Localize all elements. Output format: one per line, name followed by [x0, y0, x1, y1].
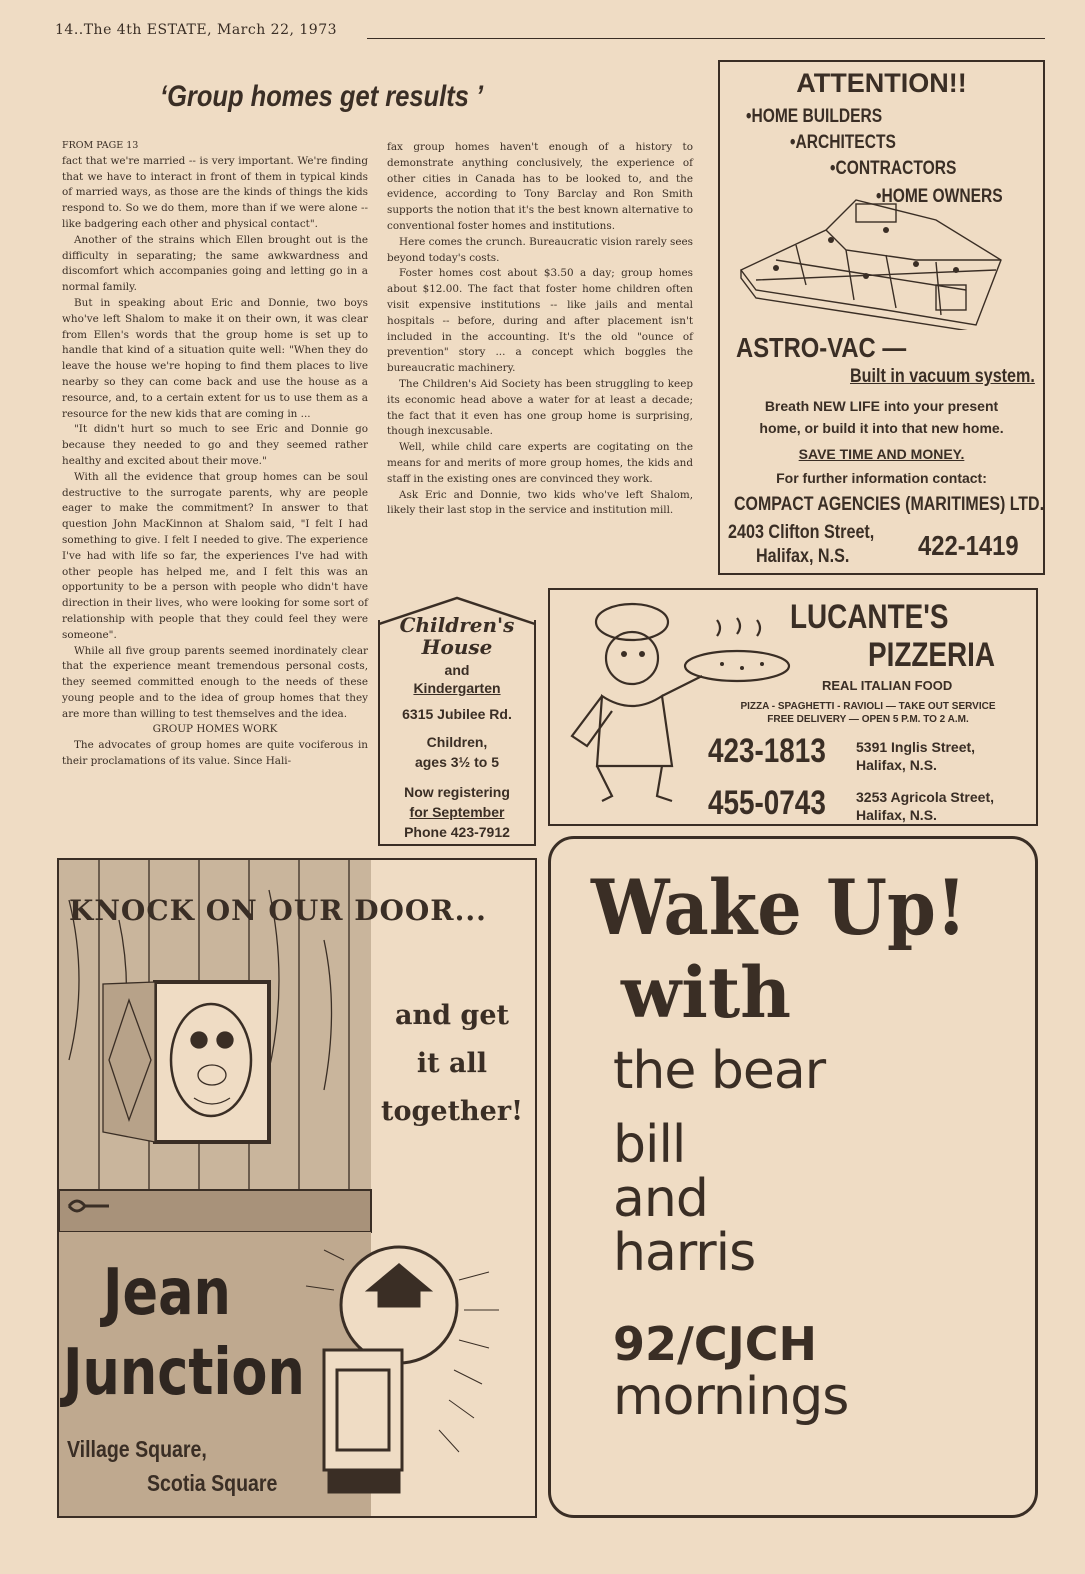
brand-name: Jean [103, 1256, 231, 1330]
ad-headline: Wake Up! [591, 863, 967, 952]
paragraph: The Children's Aid Society has been struggling to keep its economic head above a water for at least a decade; the fact that it even has one group home is surprising, though inexcusable. [387, 377, 693, 438]
service-info [718, 700, 1018, 726]
list-item: •CONTRACTORS [830, 158, 957, 179]
copy-line: bill [613, 1115, 686, 1175]
copy-line: home, or build it into that new home. [759, 420, 1004, 436]
tag-line: and get [395, 1000, 509, 1031]
phone-number: 455-0743 [708, 784, 826, 822]
lucantes-pizzeria-ad [548, 588, 1038, 826]
address-line: 5391 Inglis Street, [856, 739, 976, 755]
article-column-1 [62, 138, 368, 770]
copy-line: SAVE TIME AND MONEY. [798, 446, 965, 462]
brand-name: ASTRO-VAC — [736, 332, 907, 363]
childrens-house-ad [378, 596, 536, 846]
brand-name: Junction [63, 1336, 305, 1410]
paragraph: Foster homes cost about $3.50 a day; group homes about $12.00. The fact that foster home children often visit expensive institutions -- like jails and mental hospitals -- before, during and after placement isn't included in the accounting. It's the old "ounce of prevention" story ... a concept which boggles the bureaucratic machinery. [387, 267, 693, 375]
article-headline: ‘Group homes get results ’ [160, 80, 484, 113]
copy-line: and [613, 1169, 708, 1229]
copy-line: for September [409, 804, 505, 820]
copy-line: and [444, 662, 470, 678]
paragraph: The advocates of group homes are quite vociferous in their proclamations of its value. Since Hali- [62, 739, 368, 768]
paragraph: Well, while child care experts are cogitating on the means for and merits of more group homes, the kids and staff in the existing ones are convinced they work. [387, 441, 693, 485]
page-header [55, 22, 1045, 46]
copy-line: Kindergarten [413, 680, 501, 696]
tag-line: together! [381, 1096, 523, 1127]
ad-headline: with [621, 951, 792, 1034]
header-rule [367, 38, 1045, 39]
station-name: 92/CJCH [613, 1317, 817, 1371]
copy-line: the bear [613, 1041, 826, 1101]
paragraph: Another of the strains which Ellen brought out is the difficulty in separating; the same awkwardness and discomfort which accompanies going and letting go in a normal family. [62, 233, 368, 294]
list-item: •ARCHITECTS [790, 132, 896, 153]
title-line: Children's [399, 613, 515, 637]
astro-vac-ad [718, 60, 1045, 575]
copy-line: Breath NEW LIFE into your present [764, 398, 999, 414]
subhead: GROUP HOMES WORK [152, 723, 278, 736]
address-line: Halifax, N.S. [856, 757, 937, 773]
address-line: 3253 Agricola Street, [856, 789, 994, 805]
ad-title: ATTENTION!! [796, 68, 967, 98]
phone-number: Phone 423-7912 [404, 824, 510, 840]
from-page: FROM PAGE 13 [62, 140, 139, 151]
copy-line: ages 3½ to 5 [414, 754, 500, 770]
tagline: Built in vacuum system. [850, 366, 1035, 387]
service-line: FREE DELIVERY — OPEN 5 P.M. TO 2 A.M. [767, 714, 969, 725]
article-column-2 [387, 140, 693, 519]
company-name: COMPACT AGENCIES (MARITIMES) LTD. [734, 494, 1045, 515]
paragraph: But in speaking about Eric and Donnie, two boys who've left Shalom to make it on their own, it was clear from Ellen's words that the group home is set up to handle that kind of a situation quite well: "When they do leave the house we're hoping to find them places to live nearby so they can come back and use the house as a resource, and, to a certain extent for us to use them as a resource for the new kids that are coming in ... [62, 296, 368, 420]
address-street: 2403 Clifton Street, [728, 522, 875, 543]
paragraph: Here comes the crunch. Bureaucratic vision rarely sees beyond today's costs. [387, 235, 693, 264]
address [856, 738, 975, 774]
location-line: Scotia Square [147, 1470, 278, 1496]
list-item: •HOME OWNERS [876, 186, 1003, 207]
cjch-radio-ad [548, 836, 1038, 1518]
paragraph: fact that we're married -- is very important. We're finding that we have to interact in front of them in typical kinds of married ways, as those are the kinds of things the kids respond to. So we do them, more than if we were alone -- like badgering each other and physical contact". [62, 154, 368, 230]
business-name: PIZZERIA [868, 636, 996, 674]
phone-number: 423-1813 [708, 732, 826, 770]
cuisine: REAL ITALIAN FOOD [822, 678, 953, 693]
service-line: PIZZA - SPAGHETTI - RAVIOLI — TAKE OUT SERVICE [740, 701, 996, 712]
copy-line: For further information contact: [776, 470, 987, 486]
ad-headline: KNOCK ON OUR DOOR... [69, 894, 487, 927]
paragraph: With all the evidence that group homes can be soul destructive to the surrogate parents, why are people eager to make the commitment? In answer to that question John MacKinnon at Shalom said, "I felt I had something to give. I felt I needed to give. The experience I've had with life so far, the experiences I've had with other people has helped me, and I felt this was an opportunity to be a person with people who didn't have direction in their lives, who were looking for some sort of relationship with people that they could feel they were someone". [62, 470, 368, 641]
jean-junction-ad [57, 858, 537, 1518]
door-illustration [59, 860, 537, 1518]
business-name: LUCANTE'S [790, 598, 949, 636]
address-city: Halifax, N.S. [756, 546, 850, 567]
house-illustration [736, 190, 1006, 330]
ad-title [378, 614, 536, 658]
tag-line: it all [416, 1048, 488, 1079]
phone-number: 422-1419 [918, 530, 1019, 561]
paragraph: While all five group parents seemed inordinately clear that the experience meant tremendous personal costs, they seemed committed enough to the needs of these young people and to the idea of group homes that they are more than willing to test themselves and the idea. [62, 644, 368, 720]
copy-line: mornings [613, 1367, 849, 1427]
address [856, 788, 994, 824]
copy-line: harris [613, 1223, 756, 1283]
copy-line: Now registering [404, 784, 510, 800]
address: 6315 Jubilee Rd. [402, 706, 512, 722]
paragraph: "It didn't hurt so much to see Eric and Donnie go because they needed to go and they seemed rather healthy and excited about their move." [62, 423, 368, 467]
address-line: Halifax, N.S. [856, 807, 937, 823]
title-line: House [421, 635, 493, 659]
list-item: •HOME BUILDERS [746, 106, 883, 127]
folio: 14..The 4th ESTATE, March 22, 1973 [55, 22, 338, 38]
paragraph: fax group homes haven't enough of a history to demonstrate anything conclusively, the experience of other cities in Canada has to be looked to, and the evidence, according to Tony Barclay and Ron Smith supports the notion that it's the best known alternative to conventional foster homes and institutions. [387, 141, 693, 232]
location-line: Village Square, [67, 1436, 207, 1462]
copy-line: Children, [426, 734, 488, 750]
paragraph: Ask Eric and Donnie, two kids who've left Shalom, likely their last stop in the service and institution mill. [387, 488, 693, 517]
